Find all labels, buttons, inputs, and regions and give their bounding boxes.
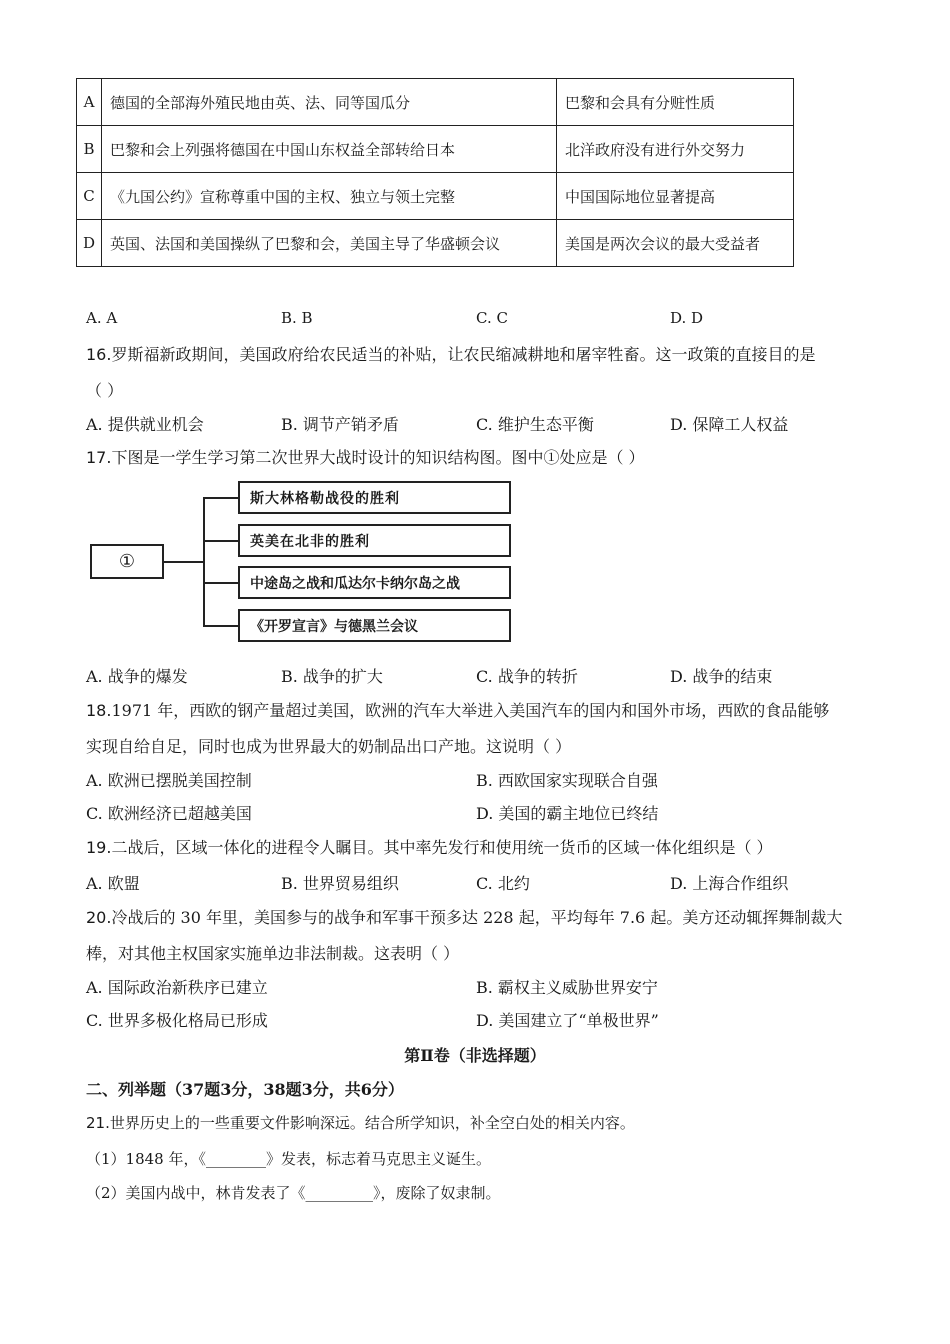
q16-option-a[interactable]: A. 提供就业机会 [86,415,204,434]
q19-option-d[interactable]: D. 上海合作组织 [670,874,789,893]
row-conclusion: 北洋政府没有进行外交努力 [557,126,794,173]
q18-number: 18. [86,701,112,720]
q20-option-d[interactable]: D. 美国建立了“单极世界” [476,1011,659,1030]
row-event: 德国的全部海外殖民地由英、法、同等国瓜分 [102,79,557,126]
q16-stem-line1: 16.罗斯福新政期间，美国政府给农民适当的补贴，让农民缩减耕地和屠宰牲畜。这一政策的直接目的是 [86,345,816,364]
row-key: A [77,79,102,126]
table-row [77,173,794,220]
row-key: D [77,220,102,267]
q17-option-b[interactable]: B. 战争的扩大 [281,667,383,686]
q16-option-c[interactable]: C. 维护生态平衡 [476,415,594,434]
q21-stem: 21.世界历史上的一些重要文件影响深远。结合所学知识，补全空白处的相关内容。 [86,1114,635,1132]
q21-sub2[interactable]: （2）美国内战中，林肯发表了《_________》，废除了奴隶制。 [86,1184,501,1202]
row-conclusion: 中国国际地位显著提高 [557,173,794,220]
diagram-branch-line [203,497,239,499]
q18-option-b[interactable]: B. 西欧国家实现联合自强 [476,771,658,790]
diagram-branch-label: 中途岛之战和瓜达尔卡纳尔岛之战 [250,575,460,592]
row-key: B [77,126,102,173]
q16-option-d[interactable]: D. 保障工人权益 [670,415,789,434]
row-event: 《九国公约》宣称尊重中国的主权、独立与领土完整 [102,173,557,220]
diagram-branch-line [203,540,239,542]
table-row [77,220,794,267]
q20-stem-line1: 20.冷战后的 30 年里，美国参与的战争和军事干预多达 228 起，平均每年 7.6 起。美方还动辄挥舞制裁大 [86,908,843,927]
q18-option-a[interactable]: A. 欧洲已摆脱美国控制 [86,771,252,790]
q19-stem: 19.二战后，区域一体化的进程令人瞩目。其中率先发行和使用统一货币的区域一体化组织是（ ） [86,838,773,857]
q20-number: 20. [86,908,112,927]
q20-option-c[interactable]: C. 世界多极化格局已形成 [86,1011,268,1030]
row-event: 英国、法国和美国操纵了巴黎和会，美国主导了华盛顿会议 [102,220,557,267]
table-row [77,79,794,126]
q16-stem-line2: （ ） [86,381,124,400]
diagram-branch-box [238,609,511,642]
q17-stem: 17.下图是一学生学习第二次世界大战时设计的知识结构图。图中①处应是（ ） [86,448,645,467]
options-table [76,78,794,267]
diagram-branch-box [238,524,511,557]
q15-option-b[interactable]: B. B [281,309,313,327]
diagram-branch-label: 英美在北非的胜利 [250,533,370,550]
q20-option-a[interactable]: A. 国际政治新秩序已建立 [86,978,268,997]
q17-option-a[interactable]: A. 战争的爆发 [86,667,188,686]
q20-stem-line2: 棒，对其他主权国家实施单边非法制裁。这表明（ ） [86,944,460,963]
row-conclusion: 美国是两次会议的最大受益者 [557,220,794,267]
section-title: 第Ⅱ卷（非选择题） [404,1046,546,1065]
q20-option-b[interactable]: B. 霸权主义威胁世界安宁 [476,978,658,997]
q16-option-b[interactable]: B. 调节产销矛盾 [281,415,399,434]
q15-option-c[interactable]: C. C [476,309,508,327]
q19-number: 19. [86,838,112,857]
section-heading: 二、列举题（37题3分，38题3分，共6分） [86,1080,404,1099]
diagram-branch-line [203,625,239,627]
q17-option-c[interactable]: C. 战争的转折 [476,667,578,686]
diagram-branch-label: 斯大林格勒战役的胜利 [250,490,400,507]
q18-stem-line1: 18.1971 年，西欧的钢产量超过美国，欧洲的汽车大举进入美国汽车的国内和国外市场，西欧的食品能够 [86,701,830,720]
q19-option-a[interactable]: A. 欧盟 [86,874,140,893]
q19-option-c[interactable]: C. 北约 [476,874,530,893]
table-row [77,126,794,173]
diagram-trunk [203,497,205,626]
diagram-branch-label: 《开罗宣言》与德黑兰会议 [250,618,418,635]
q18-option-c[interactable]: C. 欧洲经济已超越美国 [86,804,252,823]
row-conclusion: 巴黎和会具有分赃性质 [557,79,794,126]
diagram-center-label: ① [118,551,136,572]
row-event: 巴黎和会上列强将德国在中国山东权益全部转给日本 [102,126,557,173]
q19-option-b[interactable]: B. 世界贸易组织 [281,874,399,893]
q18-stem-line2: 实现自给自足，同时也成为世界最大的奶制品出口产地。这说明（ ） [86,737,572,756]
diagram-connector [164,561,204,563]
diagram-branch-box [238,566,511,599]
q15-option-a[interactable]: A. A [86,309,118,327]
q21-number: 21. [86,1114,110,1132]
q17-option-d[interactable]: D. 战争的结束 [670,667,773,686]
q16-number: 16. [86,345,112,364]
q17-number: 17. [86,448,112,467]
row-key: C [77,173,102,220]
diagram-branch-line [203,582,239,584]
q15-option-d[interactable]: D. D [670,309,704,327]
diagram-center-box [90,544,164,579]
q18-option-d[interactable]: D. 美国的霸主地位已终结 [476,804,659,823]
diagram-branch-box [238,481,511,514]
q21-sub1[interactable]: （1）1848 年，《________》发表，标志着马克思主义诞生。 [86,1150,491,1168]
